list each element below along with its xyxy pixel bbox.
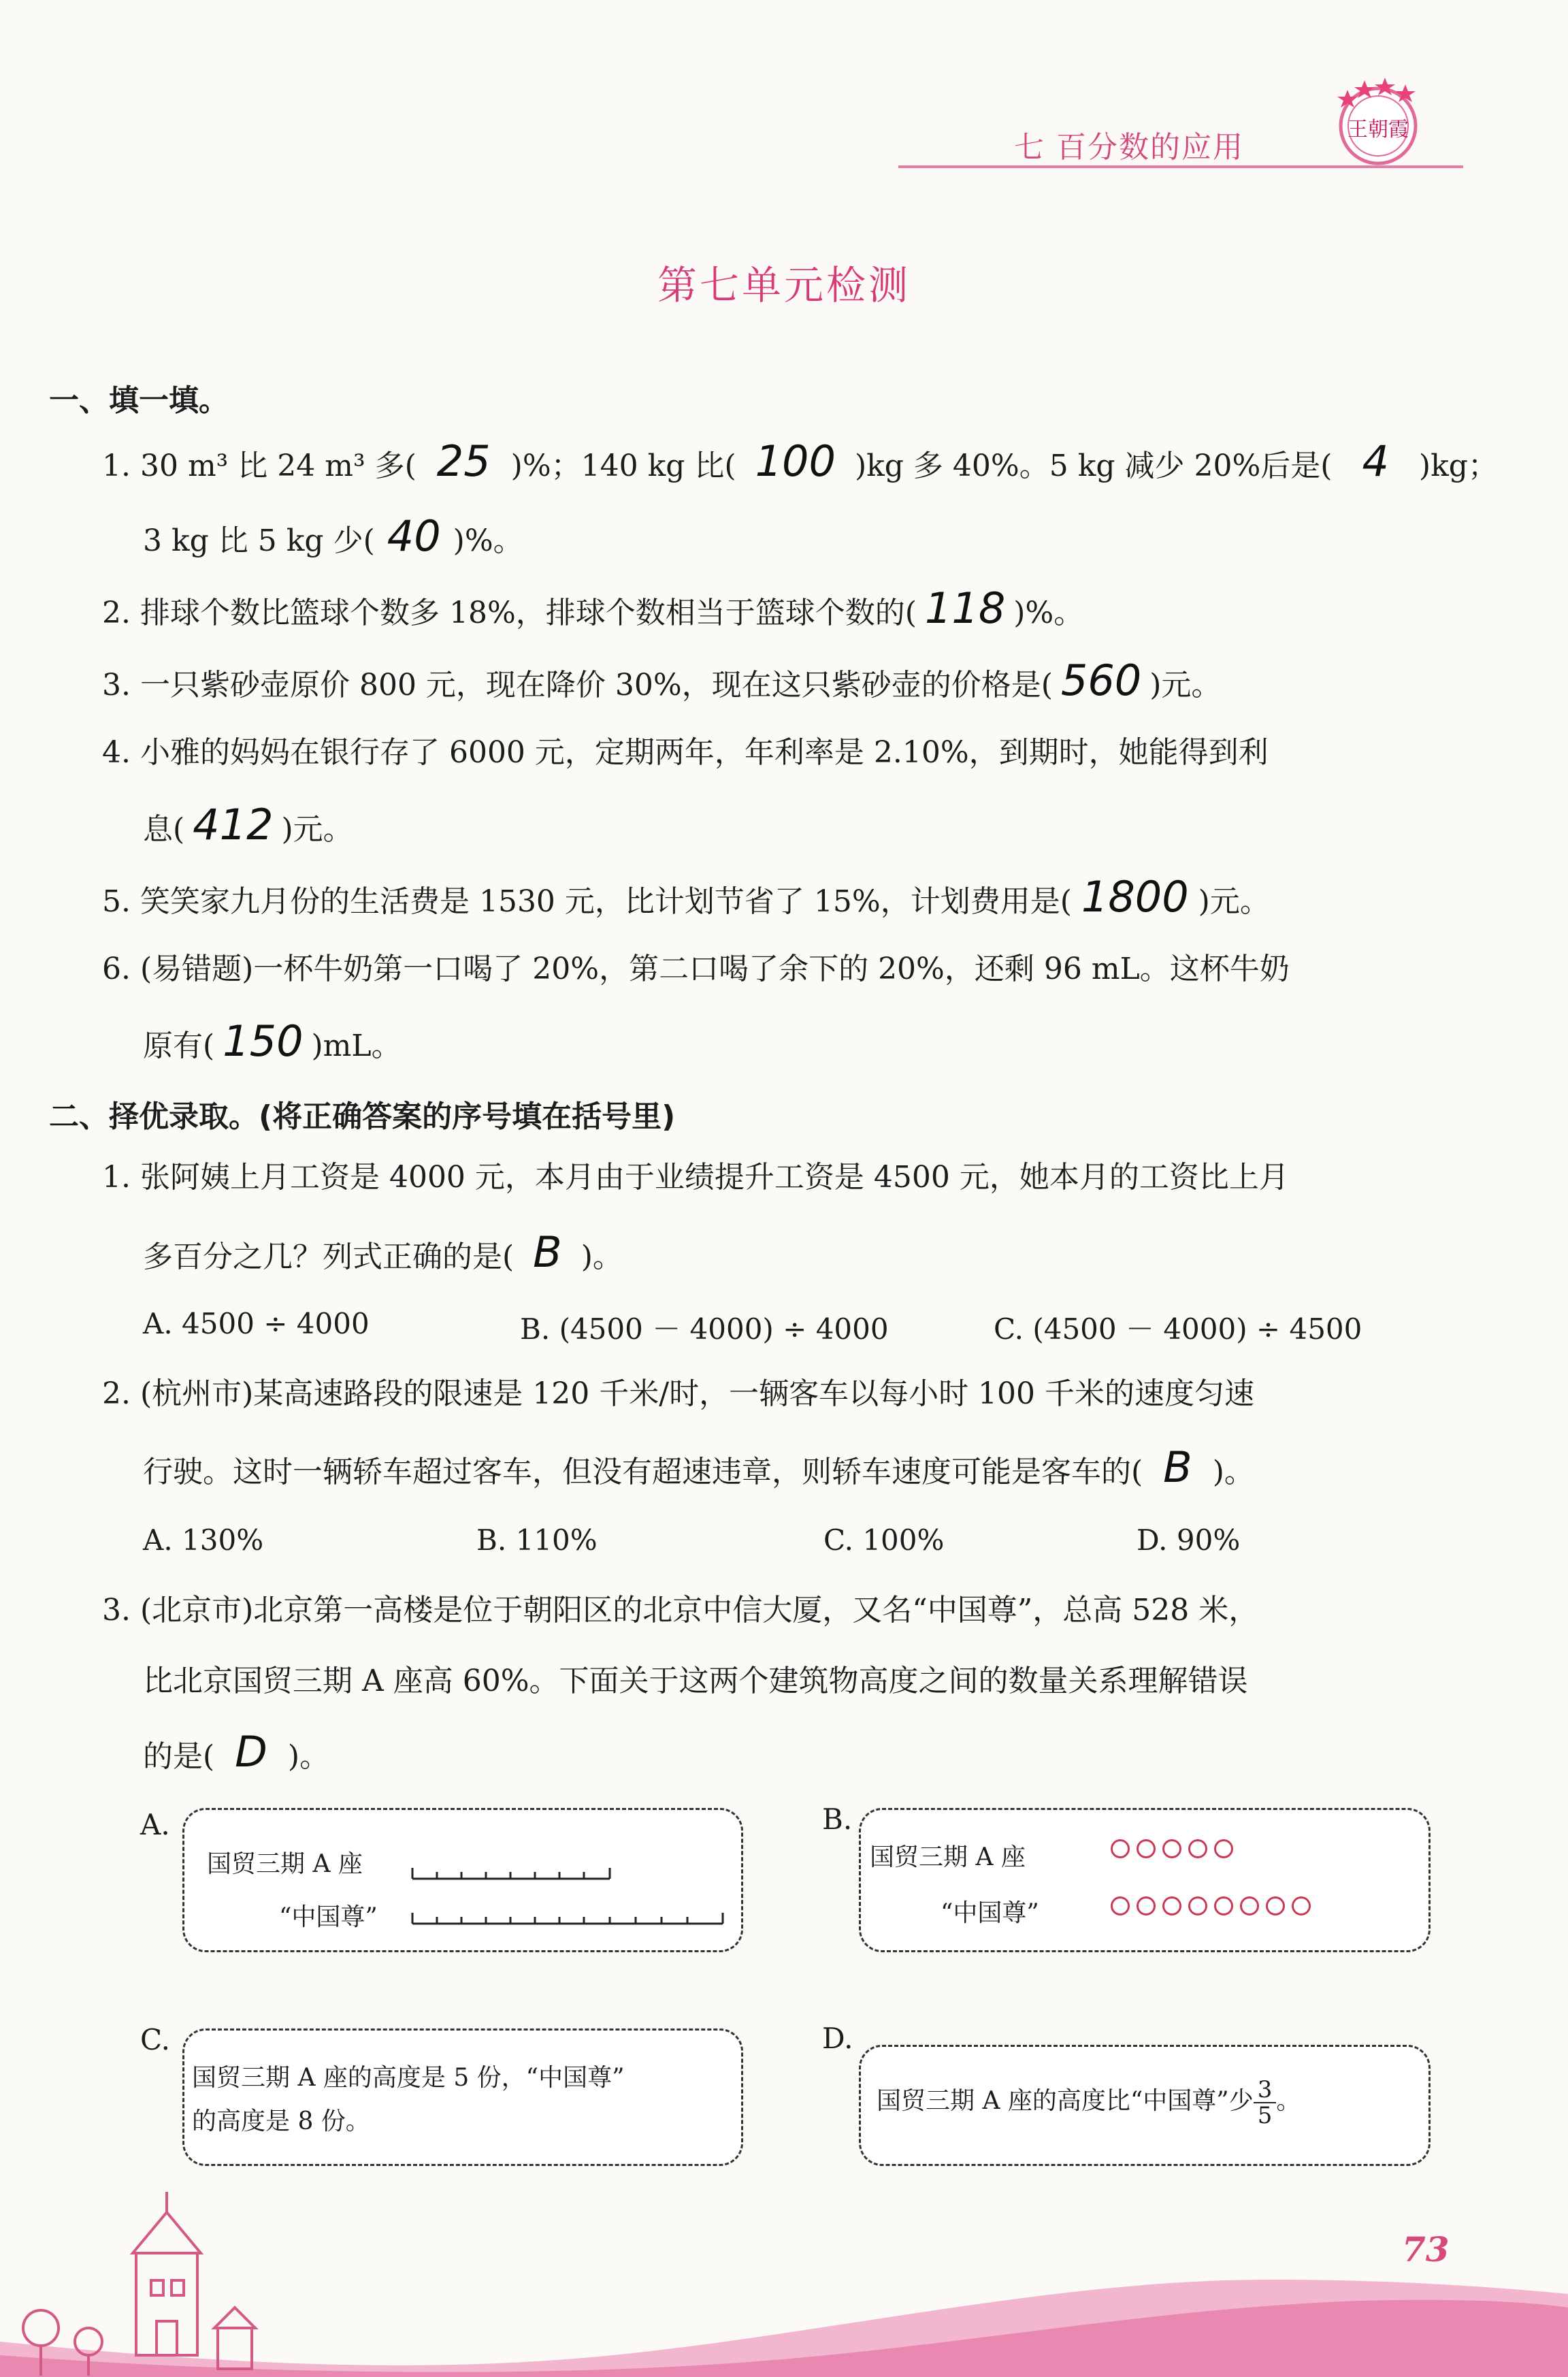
option-2-3-c-line1: 国贸三期 A 座的高度是 5 份，“中国尊”	[192, 2064, 625, 2092]
option-2-2-b: B. 110%	[476, 1523, 598, 1557]
question-1-6: 6. (易错题)一杯牛奶第一口喝了 20%，第二口喝了余下的 20%，还剩 96 mL。这杯牛奶	[102, 952, 1290, 986]
answer-1-2: 118	[924, 583, 1006, 633]
option-2-3-c-label: C.	[140, 2023, 170, 2056]
answer-2-2: B	[1163, 1442, 1192, 1492]
option-2-3-a-row2: “中国尊”	[279, 1903, 378, 1931]
castle-decoration	[0, 2178, 293, 2377]
option-2-2-d: D. 90%	[1137, 1523, 1241, 1557]
answer-1-5: 1800	[1081, 872, 1189, 922]
option-2-3-c-line2: 的高度是 8 份。	[192, 2107, 370, 2135]
answer-1-1-d: 40	[387, 511, 441, 561]
option-2-3-b-row1: 国贸三期 A 座	[870, 1843, 1026, 1871]
option-2-3-a-label: A.	[140, 1808, 170, 1841]
question-1-1: 1. 30 m³ 比 24 m³ 多( 25 )%；140 kg 比( 100 )kg 多 40%。5 kg 减少 20%后是( 4 )kg；	[102, 436, 1498, 486]
svg-text:王朝霞: 王朝霞	[1348, 118, 1409, 142]
answer-1-4: 412	[193, 800, 274, 850]
page-title: 第七单元检测	[657, 262, 911, 308]
question-1-4: 4. 小雅的妈妈在银行存了 6000 元，定期两年，年利率是 2.10%，到期时，她能得到利	[102, 735, 1269, 770]
answer-1-1-c: 4	[1362, 436, 1389, 486]
answer-1-1-a: 25	[436, 436, 491, 486]
option-2-1-c: C. (4500 － 4000) ÷ 4500	[994, 1312, 1362, 1346]
question-1-4-cont: 息( 412 )元。	[143, 800, 353, 850]
option-2-1-b: B. (4500 － 4000) ÷ 4000	[520, 1312, 889, 1346]
segment-diagram	[406, 1858, 725, 1940]
option-2-3-c-box	[182, 2028, 743, 2166]
option-2-3-d-text: 国贸三期 A 座的高度比“中国尊”少 $\frac{3}{5}$ 。	[877, 2076, 1301, 2129]
page-number: 73	[1402, 2229, 1450, 2269]
question-2-1: 1. 张阿姨上月工资是 4000 元，本月由于业绩提升工资是 4500 元，她本月的工资比上月	[102, 1160, 1289, 1195]
answer-1-1-b: 100	[755, 436, 836, 486]
option-2-2-c: C. 100%	[823, 1523, 945, 1557]
option-2-1-a: A. 4500 ÷ 4000	[143, 1307, 370, 1340]
option-2-3-a-row1: 国贸三期 A 座	[207, 1850, 363, 1878]
answer-1-3: 560	[1060, 656, 1142, 705]
circle-row-a	[1111, 1839, 1240, 1858]
question-1-6-cont: 原有( 150 )mL。	[143, 1016, 402, 1066]
option-2-3-b-box	[859, 1808, 1431, 1952]
question-2-3: 3. (北京市)北京第一高楼是位于朝阳区的北京中信大厦，又名“中国尊”，总高 528 米，	[102, 1593, 1259, 1628]
section-1-heading: 一、填一填。	[49, 383, 229, 418]
question-2-2: 2. (杭州市)某高速路段的限速是 120 千米/时，一辆客车以每小时 100 千米的速度匀速	[102, 1376, 1255, 1411]
question-2-3-line2: 比北京国贸三期 A 座高 60%。下面关于这两个建筑物高度之间的数量关系理解错误	[143, 1664, 1248, 1698]
circle-row-b	[1111, 1896, 1318, 1915]
question-2-1-cont: 多百分之几？列式正确的是( B )。	[143, 1227, 623, 1277]
option-2-3-d-label: D.	[822, 2022, 853, 2055]
answer-2-1: B	[533, 1227, 562, 1277]
publisher-logo	[1320, 68, 1436, 170]
option-2-2-a: A. 130%	[143, 1523, 264, 1557]
answer-1-6: 150	[223, 1016, 304, 1066]
option-2-3-b-row2: “中国尊”	[941, 1899, 1039, 1927]
answer-2-3: D	[235, 1727, 267, 1777]
section-2-heading: 二、择优录取。(将正确答案的序号填在括号里)	[49, 1099, 676, 1134]
question-1-2: 2. 排球个数比篮球个数多 18%，排球个数相当于篮球个数的( 118 )%。	[102, 583, 1084, 633]
question-1-5: 5. 笑笑家九月份的生活费是 1530 元，比计划节省了 15%，计划费用是( 1800 )元。	[102, 872, 1270, 922]
unit-header: 七 百分数的应用	[1014, 130, 1244, 165]
option-2-3-b-label: B.	[822, 1802, 853, 1836]
question-2-2-cont: 行驶。这时一辆轿车超过客车，但没有超速违章，则轿车速度可能是客车的( B )。	[143, 1442, 1254, 1492]
question-1-1-cont: 3 kg 比 5 kg 少( 40 )%。	[143, 511, 523, 561]
question-2-3-line3: 的是( D )。	[143, 1727, 330, 1777]
fraction: $\frac{3}{5}$	[1254, 2077, 1277, 2128]
question-1-3: 3. 一只紫砂壶原价 800 元，现在降价 30%，现在这只紫砂壶的价格是( 560 )元。	[102, 656, 1222, 705]
